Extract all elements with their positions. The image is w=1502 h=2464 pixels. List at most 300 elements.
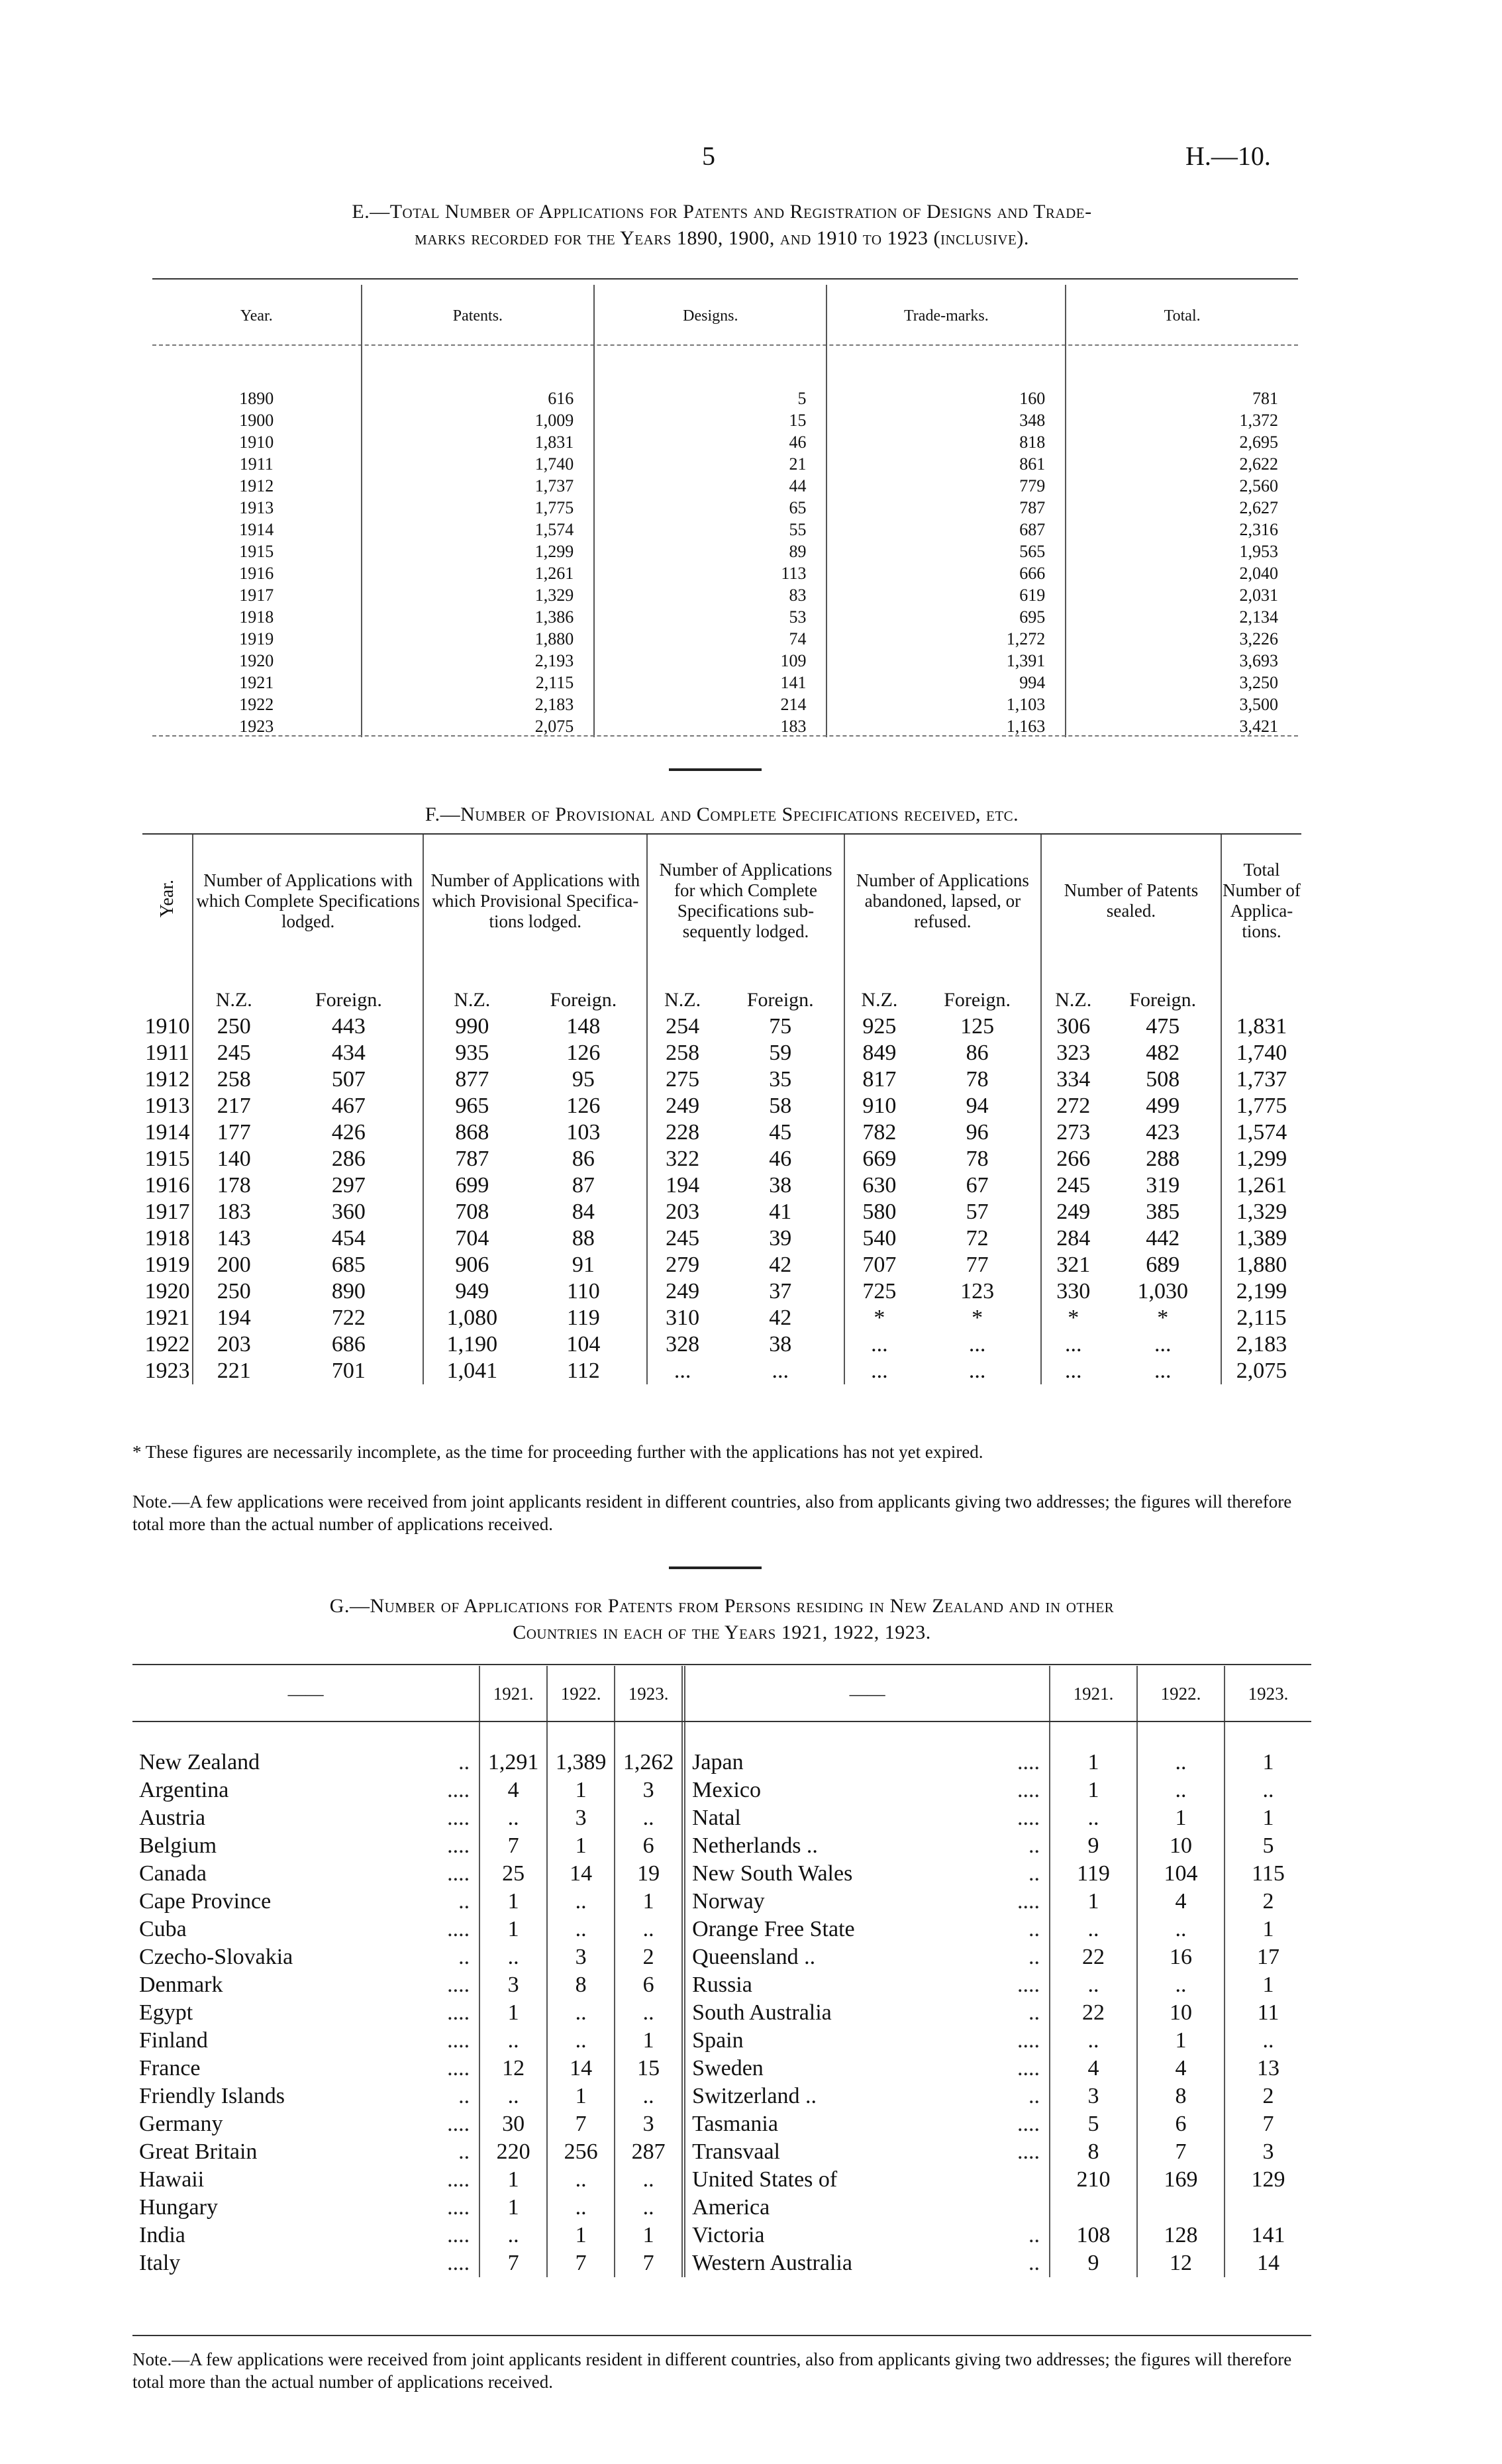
right-value-0: 9 xyxy=(1050,1832,1137,1860)
value-cell: 258 xyxy=(193,1066,275,1093)
left-country-name: Cuba xyxy=(139,1917,187,1941)
table-e xyxy=(152,285,1298,737)
value-cell: 126 xyxy=(566,1041,601,1065)
table-row xyxy=(152,672,1298,693)
left-value-0: 25 xyxy=(479,1860,547,1888)
value-cell: 148 xyxy=(566,1014,601,1039)
table-row xyxy=(142,1199,1301,1225)
value-cell: ... xyxy=(1154,1332,1172,1357)
left-leader-dots: .... xyxy=(447,2167,470,2192)
left-leader-dots: .. xyxy=(458,2139,470,2164)
right-leader-dots: .... xyxy=(1017,1778,1040,1802)
left-col-1923: 1923. xyxy=(615,1666,683,1722)
table-row xyxy=(132,2110,1311,2138)
table-row xyxy=(132,1999,1311,2027)
right-value-1: 104 xyxy=(1137,1860,1225,1888)
value-cell: 630 xyxy=(844,1172,914,1199)
right-value-1: 4 xyxy=(1137,1888,1225,1916)
value-cell: 580 xyxy=(844,1199,914,1225)
patents-cell: 1,386 xyxy=(362,606,595,628)
col-abandoned-header: Number of Applications abandoned, lapsed, or refused. xyxy=(844,835,1041,967)
value-cell: 385 xyxy=(1146,1200,1180,1224)
value-cell: 273 xyxy=(1041,1119,1105,1146)
left-value-1: 1 xyxy=(547,2222,615,2249)
left-value-0: 1 xyxy=(479,1999,547,2027)
value-cell: 925 xyxy=(844,1013,914,1040)
value-cell: 685 xyxy=(331,1253,366,1277)
table-row xyxy=(152,606,1298,628)
value-cell: 37 xyxy=(769,1279,792,1304)
left-leader-dots: .. xyxy=(458,1945,470,1969)
table-row xyxy=(142,1040,1301,1066)
trademarks-cell: 1,272 xyxy=(826,628,1066,650)
table-row xyxy=(132,1804,1311,1832)
right-country-name: Orange Free State xyxy=(683,1916,991,1943)
table-row xyxy=(132,1943,1311,1971)
value-cell: 310 xyxy=(647,1305,717,1331)
patents-cell: 1,831 xyxy=(362,431,595,453)
left-country-name: Italy xyxy=(139,2251,181,2275)
value-cell: 890 xyxy=(331,1279,366,1304)
year-cell: 1910 xyxy=(239,433,274,452)
year-cell: 1917 xyxy=(239,586,274,605)
left-value-1: 1,389 xyxy=(547,1722,615,1776)
trademarks-cell: 779 xyxy=(826,475,1066,497)
left-value-2: 15 xyxy=(615,2055,683,2082)
year-cell: 1900 xyxy=(239,411,274,430)
trademarks-cell: 861 xyxy=(826,453,1066,475)
value-cell: 266 xyxy=(1041,1146,1105,1172)
value-cell: 306 xyxy=(1041,1013,1105,1040)
trademarks-cell: 565 xyxy=(826,540,1066,562)
patents-cell: 1,329 xyxy=(362,584,595,606)
value-cell: * xyxy=(844,1305,914,1331)
left-country-name: Germany xyxy=(139,2112,223,2136)
total-cell: 1,389 xyxy=(1221,1225,1301,1252)
value-cell: ... xyxy=(772,1359,789,1383)
table-row xyxy=(152,497,1298,519)
value-cell: 58 xyxy=(769,1094,792,1118)
value-cell: 41 xyxy=(769,1200,792,1224)
right-value-1: .. xyxy=(1137,1971,1225,1999)
value-cell: 475 xyxy=(1146,1014,1180,1039)
value-cell: 249 xyxy=(647,1093,717,1119)
table-row xyxy=(132,2166,1311,2194)
right-country-name: Spain xyxy=(683,2027,991,2055)
value-cell: 426 xyxy=(331,1120,366,1145)
year-cell: 1916 xyxy=(144,1173,190,1198)
value-cell: 1,030 xyxy=(1137,1279,1188,1304)
table-row xyxy=(152,650,1298,672)
year-cell: 1921 xyxy=(239,673,274,692)
table-row xyxy=(132,1776,1311,1804)
foreign-subheader: Foreign. xyxy=(944,989,1011,1011)
value-cell: ... xyxy=(844,1331,914,1358)
value-cell: 454 xyxy=(331,1226,366,1251)
right-value-2: 129 xyxy=(1225,2166,1311,2194)
col-year-header: Year. xyxy=(240,307,273,325)
table-g-title xyxy=(132,1593,1311,1646)
col-total-header: Total Number of Applications. xyxy=(1221,835,1301,967)
value-cell: 275 xyxy=(647,1066,717,1093)
right-leader-dots: .. xyxy=(1028,1945,1040,1969)
table-row xyxy=(142,1225,1301,1252)
left-country-name: Canada xyxy=(139,1861,207,1886)
left-value-1: 14 xyxy=(547,1860,615,1888)
right-value-1: 7 xyxy=(1137,2138,1225,2166)
total-cell: 3,250 xyxy=(1066,672,1298,693)
designs-cell: 46 xyxy=(594,431,826,453)
left-value-1: 1 xyxy=(547,2082,615,2110)
left-value-2: 2 xyxy=(615,1943,683,1971)
page-number: 5 xyxy=(702,141,715,171)
left-value-2: 1,262 xyxy=(615,1722,683,1776)
section-divider xyxy=(669,768,762,771)
left-value-2: .. xyxy=(615,1804,683,1832)
left-leader-dots: .. xyxy=(458,2084,470,2108)
patents-cell: 1,574 xyxy=(362,519,595,540)
value-cell: ... xyxy=(647,1358,717,1384)
value-cell: ... xyxy=(968,1332,986,1357)
value-cell: 123 xyxy=(960,1279,995,1304)
value-cell: 288 xyxy=(1146,1147,1180,1171)
designs-cell: 141 xyxy=(594,672,826,693)
total-cell: 1,740 xyxy=(1221,1040,1301,1066)
value-cell: 319 xyxy=(1146,1173,1180,1198)
value-cell: 42 xyxy=(769,1306,792,1330)
table-row xyxy=(152,715,1298,737)
right-value-0: 1 xyxy=(1050,1888,1137,1916)
value-cell: 1,080 xyxy=(423,1305,520,1331)
value-cell: * xyxy=(1041,1305,1105,1331)
section-divider-2 xyxy=(669,1566,762,1569)
table-row xyxy=(132,1971,1311,1999)
right-value-0: .. xyxy=(1050,1971,1137,1999)
right-value-2: 2 xyxy=(1225,2082,1311,2110)
value-cell: 272 xyxy=(1041,1093,1105,1119)
left-value-0: 1 xyxy=(479,1888,547,1916)
left-value-0: 1 xyxy=(479,2194,547,2222)
right-value-2: 17 xyxy=(1225,1943,1311,1971)
left-value-1: .. xyxy=(547,2194,615,2222)
left-leader-dots: .... xyxy=(447,1806,470,1830)
table-row xyxy=(132,1860,1311,1888)
year-cell: 1921 xyxy=(144,1306,190,1330)
foreign-subheader: Foreign. xyxy=(1129,989,1197,1011)
left-country-name: Austria xyxy=(139,1806,206,1830)
nz-subheader: N.Z. xyxy=(1041,967,1105,1013)
table-row xyxy=(152,693,1298,715)
right-leader-dots: .... xyxy=(1017,2112,1040,2136)
left-value-1: 3 xyxy=(547,1804,615,1832)
right-value-1: 10 xyxy=(1137,1999,1225,2027)
year-cell: 1922 xyxy=(239,695,274,714)
left-value-0: 7 xyxy=(479,2249,547,2277)
table-g-note: Note.—A few applications were received from joint applicants resident in different countries, also from applicants giving two addresses; the figures will therefore total more than the actual number of applications received. xyxy=(132,2349,1292,2392)
value-cell: 699 xyxy=(423,1172,520,1199)
value-cell: 140 xyxy=(193,1146,275,1172)
left-value-0: 1,291 xyxy=(479,1722,547,1776)
value-cell: 200 xyxy=(193,1252,275,1278)
left-country-name: Friendly Islands xyxy=(139,2084,285,2108)
left-leader-dots: .... xyxy=(447,1861,470,1886)
patents-cell: 2,115 xyxy=(362,672,595,693)
trademarks-cell: 687 xyxy=(826,519,1066,540)
value-cell: 249 xyxy=(647,1278,717,1305)
patents-cell: 2,075 xyxy=(362,715,595,737)
value-cell: 87 xyxy=(572,1173,595,1198)
left-value-0: 12 xyxy=(479,2055,547,2082)
value-cell: 323 xyxy=(1041,1040,1105,1066)
designs-cell: 214 xyxy=(594,693,826,715)
left-value-1: 3 xyxy=(547,1943,615,1971)
table-row xyxy=(152,453,1298,475)
value-cell: 249 xyxy=(1041,1199,1105,1225)
right-value-1: 8 xyxy=(1137,2082,1225,2110)
value-cell: 467 xyxy=(331,1094,366,1118)
value-cell: 949 xyxy=(423,1278,520,1305)
left-value-2: 1 xyxy=(615,2027,683,2055)
value-cell: 442 xyxy=(1146,1226,1180,1251)
right-country-name: United States of xyxy=(683,2166,991,2194)
right-country-name: Japan xyxy=(683,1722,991,1776)
right-value-2: 1 xyxy=(1225,1971,1311,1999)
value-cell: ... xyxy=(1154,1359,1172,1383)
value-cell: 39 xyxy=(769,1226,792,1251)
value-cell: 72 xyxy=(966,1226,989,1251)
value-cell: 704 xyxy=(423,1225,520,1252)
total-cell: 1,372 xyxy=(1066,409,1298,431)
value-cell: 125 xyxy=(960,1014,995,1039)
table-g xyxy=(132,1666,1311,2277)
foreign-subheader: Foreign. xyxy=(746,989,814,1011)
year-cell: 1912 xyxy=(144,1067,190,1092)
year-cell: 1915 xyxy=(144,1147,190,1171)
table-row xyxy=(152,409,1298,431)
left-leader-dots: .... xyxy=(447,1778,470,1802)
table-row xyxy=(152,519,1298,540)
right-country-name: Sweden xyxy=(683,2055,991,2082)
left-country-name: France xyxy=(139,2056,201,2080)
right-col-1921: 1921. xyxy=(1050,1666,1137,1722)
left-value-1: .. xyxy=(547,2027,615,2055)
year-cell: 1890 xyxy=(239,389,274,408)
value-cell: 286 xyxy=(331,1147,366,1171)
value-cell: 540 xyxy=(844,1225,914,1252)
value-cell: 849 xyxy=(844,1040,914,1066)
year-cell: 1923 xyxy=(239,717,274,736)
right-value-2: .. xyxy=(1225,2027,1311,2055)
left-value-1: 256 xyxy=(547,2138,615,2166)
year-cell: 1920 xyxy=(144,1279,190,1304)
value-cell: 482 xyxy=(1146,1041,1180,1065)
left-leader-dots: .... xyxy=(447,2028,470,2053)
table-row xyxy=(142,1119,1301,1146)
value-cell: 322 xyxy=(647,1146,717,1172)
value-cell: 284 xyxy=(1041,1225,1105,1252)
right-value-2: 13 xyxy=(1225,2055,1311,2082)
right-value-2: 1 xyxy=(1225,1722,1311,1776)
value-cell: 103 xyxy=(566,1120,601,1145)
table-row xyxy=(142,1013,1301,1040)
table-row xyxy=(132,2138,1311,2166)
value-cell: 334 xyxy=(1041,1066,1105,1093)
table-row xyxy=(142,1066,1301,1093)
left-leader-dots: .... xyxy=(447,2000,470,2025)
designs-cell: 83 xyxy=(594,584,826,606)
left-value-1: 1 xyxy=(547,1832,615,1860)
year-cell: 1918 xyxy=(144,1226,190,1251)
table-g-bottom-rule xyxy=(132,2335,1311,2336)
value-cell: 77 xyxy=(966,1253,989,1277)
table-g-top-rule xyxy=(132,1664,1311,1665)
left-country-name: New Zealand xyxy=(139,1750,260,1774)
left-value-0: .. xyxy=(479,1804,547,1832)
value-cell: 330 xyxy=(1041,1278,1105,1305)
left-value-0: 220 xyxy=(479,2138,547,2166)
value-cell: 360 xyxy=(331,1200,366,1224)
nz-subheader: N.Z. xyxy=(647,967,717,1013)
left-value-2: 6 xyxy=(615,1971,683,1999)
table-row xyxy=(152,348,1298,409)
left-value-2: .. xyxy=(615,1999,683,2027)
value-cell: 321 xyxy=(1041,1252,1105,1278)
left-value-0: 1 xyxy=(479,1916,547,1943)
total-cell: 2,075 xyxy=(1221,1358,1301,1384)
left-leader-dots: .. xyxy=(458,1750,470,1774)
designs-cell: 53 xyxy=(594,606,826,628)
year-cell: 1917 xyxy=(144,1200,190,1224)
left-value-2: 6 xyxy=(615,1832,683,1860)
col-provisional-header: Number of Applications with which Provisional Specifications lodged. xyxy=(423,835,647,967)
left-value-0: 4 xyxy=(479,1776,547,1804)
designs-cell: 21 xyxy=(594,453,826,475)
left-country-name: Argentina xyxy=(139,1778,229,1802)
left-leader-dots: .... xyxy=(447,1917,470,1941)
value-cell: 59 xyxy=(769,1041,792,1065)
total-cell: 1,574 xyxy=(1221,1119,1301,1146)
total-cell: 3,226 xyxy=(1066,628,1298,650)
value-cell: 245 xyxy=(1041,1172,1105,1199)
left-country-name: Great Britain xyxy=(139,2139,258,2164)
total-cell: 2,316 xyxy=(1066,519,1298,540)
value-cell: 707 xyxy=(844,1252,914,1278)
year-cell: 1911 xyxy=(145,1041,189,1065)
table-row xyxy=(142,1146,1301,1172)
col-trademarks-header: Trade-marks. xyxy=(826,285,1066,348)
table-f-subheader-row xyxy=(142,967,1301,1013)
right-leader-dots: .. xyxy=(1028,1861,1040,1886)
right-leader-dots xyxy=(991,2166,1050,2194)
value-cell: 57 xyxy=(966,1200,989,1224)
table-row xyxy=(132,1722,1311,1776)
table-row xyxy=(132,2055,1311,2082)
total-cell: 3,500 xyxy=(1066,693,1298,715)
value-cell: 434 xyxy=(331,1041,366,1065)
value-cell: 119 xyxy=(566,1306,600,1330)
left-value-2: 3 xyxy=(615,2110,683,2138)
value-cell: 686 xyxy=(331,1332,366,1357)
total-cell: 1,299 xyxy=(1221,1146,1301,1172)
patents-cell: 1,880 xyxy=(362,628,595,650)
value-cell: 868 xyxy=(423,1119,520,1146)
right-value-1: .. xyxy=(1137,1722,1225,1776)
total-cell: 2,115 xyxy=(1221,1305,1301,1331)
right-value-0: 22 xyxy=(1050,1943,1137,1971)
table-f-header-row xyxy=(142,835,1301,967)
right-country-header: —— xyxy=(683,1666,1050,1722)
table-g-title-line2: Countries in each of the Years 1921, 1922, 1923. xyxy=(513,1621,931,1643)
table-row xyxy=(142,1278,1301,1305)
right-value-0: 1 xyxy=(1050,1722,1137,1776)
left-value-0: 30 xyxy=(479,2110,547,2138)
value-cell: 328 xyxy=(647,1331,717,1358)
table-f-footnote: * These figures are necessarily incomplete, as the time for proceeding further with the applications has not yet expired. xyxy=(132,1442,983,1462)
right-value-1: 1 xyxy=(1137,2027,1225,2055)
col-complete-header: Number of Applications with which Complete Specifications lodged. xyxy=(193,835,423,967)
col-sealed-header: Number of Patents sealed. xyxy=(1041,835,1221,967)
right-value-0: .. xyxy=(1050,2027,1137,2055)
right-country-name: Netherlands .. xyxy=(683,1832,991,1860)
value-cell: 423 xyxy=(1146,1120,1180,1145)
value-cell: 110 xyxy=(566,1279,600,1304)
left-country-name: Cape Province xyxy=(139,1889,272,1914)
trademarks-cell: 666 xyxy=(826,562,1066,584)
right-value-1: .. xyxy=(1137,1916,1225,1943)
right-country-name: South Australia xyxy=(683,1999,991,2027)
table-f xyxy=(142,835,1301,1384)
right-leader-dots: .... xyxy=(1017,1973,1040,1997)
left-value-1: .. xyxy=(547,1916,615,1943)
right-value-2: 7 xyxy=(1225,2110,1311,2138)
right-value-1: 1 xyxy=(1137,1804,1225,1832)
table-e-top-rule xyxy=(152,278,1298,280)
table-g-header-rule xyxy=(132,1721,1311,1722)
value-cell: 35 xyxy=(769,1067,792,1092)
right-leader-dots: .... xyxy=(1017,1806,1040,1830)
table-g-title-line1: G.—Number of Applications for Patents from Persons residing in New Zealand and in other xyxy=(329,1595,1115,1617)
table-row xyxy=(142,1252,1301,1278)
table-row xyxy=(142,1093,1301,1119)
right-leader-dots: .. xyxy=(1028,2000,1040,2025)
left-value-0: .. xyxy=(479,2027,547,2055)
total-cell: 2,031 xyxy=(1066,584,1298,606)
right-value-2: 5 xyxy=(1225,1832,1311,1860)
table-row xyxy=(152,562,1298,584)
left-value-1: 8 xyxy=(547,1971,615,1999)
table-row xyxy=(142,1358,1301,1384)
value-cell: ... xyxy=(1041,1331,1105,1358)
value-cell: 46 xyxy=(769,1147,792,1171)
value-cell: 250 xyxy=(193,1013,275,1040)
total-cell: 2,134 xyxy=(1066,606,1298,628)
value-cell: 877 xyxy=(423,1066,520,1093)
right-value-0: 4 xyxy=(1050,2055,1137,2082)
trademarks-cell: 787 xyxy=(826,497,1066,519)
left-value-0: .. xyxy=(479,2222,547,2249)
nz-subheader: N.Z. xyxy=(423,967,520,1013)
right-value-2: 115 xyxy=(1225,1860,1311,1888)
year-sub-cell xyxy=(142,967,193,1013)
right-col-1922: 1922. xyxy=(1137,1666,1225,1722)
value-cell: 96 xyxy=(966,1120,989,1145)
value-cell: 499 xyxy=(1146,1094,1180,1118)
value-cell: 126 xyxy=(566,1094,601,1118)
right-value-0: .. xyxy=(1050,1804,1137,1832)
right-country-name: New South Wales xyxy=(683,1860,991,1888)
patents-cell: 2,193 xyxy=(362,650,595,672)
value-cell: 84 xyxy=(572,1200,595,1224)
